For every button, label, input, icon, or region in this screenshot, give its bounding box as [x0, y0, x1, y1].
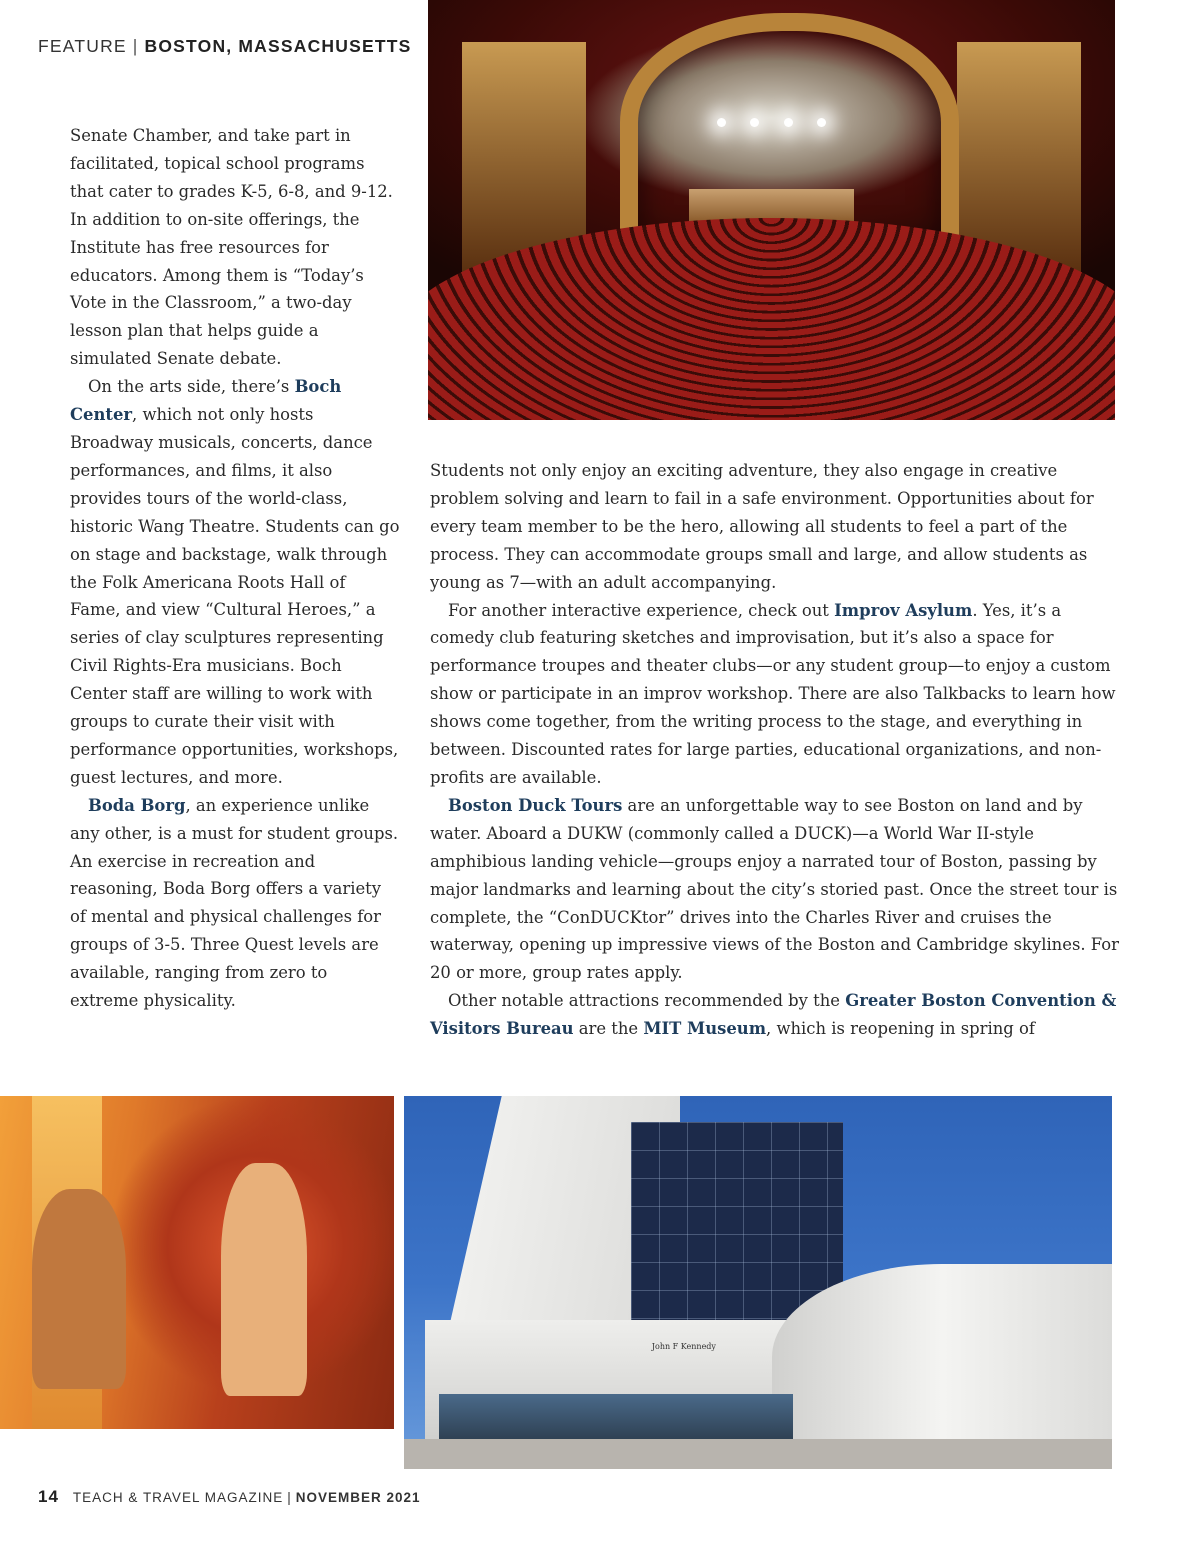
text-run: are the	[573, 1019, 644, 1039]
left-column	[70, 122, 400, 1015]
stage-lights	[717, 118, 827, 131]
text-run: are an unforgettable way to see Boston on land and by water. Aboard a DUKW (commonly called a DUCK)—a World War II-style amphibious landing vehicle—groups enjoy a narrated tour of Boston, passing by major landmarks and learning about the city’s storied past. Once the street tour is complete, the “ConDUCKtor” drives into the Charles River and cruises the waterway, opening up impressive views of the Boston and Cambridge skylines. For 20 or more, group rates apply.	[430, 795, 1119, 983]
right-column	[430, 457, 1120, 1043]
footer-separator: |	[287, 1490, 292, 1505]
issue-date: NOVEMBER 2021	[295, 1490, 421, 1505]
boy-figure	[32, 1189, 127, 1389]
right-paragraph-2	[430, 597, 1120, 792]
right-paragraph-1: Students not only enjoy an exciting adventure, they also engage in creative problem solving and learn to fail in a safe environment. Opportunities about for every team member to be the hero, allowing all students to feel a part of the process. They can accommodate groups small and large, and allow students as young as 7—with an adult accompanying.	[430, 461, 1094, 592]
page-number: 14	[38, 1487, 59, 1506]
girl-figure	[221, 1163, 308, 1396]
left-paragraph-3	[70, 792, 400, 1015]
left-paragraph-2	[70, 373, 400, 792]
right-paragraph-3	[430, 792, 1120, 987]
boda-borg-kids-photo	[0, 1096, 394, 1429]
text-run: . Yes, it’s a comedy club featuring sketches and improvisation, but it’s also a space for performance troupes and theater clubs—or any student group—to enjoy a custom show or participate in an improv workshop. There are also Talkbacks to learn how shows come together, from the writing process to the stage, and everything in between. Discounted rates for large parties, educational organizations, and non-profits are available.	[430, 600, 1116, 787]
header-separator: |	[132, 36, 139, 56]
curved-wing	[772, 1264, 1112, 1451]
boda-borg-link[interactable]: Boda Borg	[88, 795, 186, 815]
mit-museum-link[interactable]: MIT Museum	[643, 1019, 767, 1039]
page-footer	[38, 1487, 421, 1507]
theatre-seats	[428, 218, 1115, 420]
plaza	[404, 1439, 1112, 1469]
magazine-name: TEACH & TRAVEL MAGAZINE	[72, 1490, 284, 1505]
theatre-photo	[428, 0, 1115, 420]
right-paragraph-4	[430, 987, 1120, 1043]
jfk-library-photo	[404, 1096, 1112, 1469]
boch-center-link[interactable]: Boch Center	[70, 377, 342, 425]
left-paragraph-1: Senate Chamber, and take part in facilitated, topical school programs that cater to grades K-5, 6-8, and 9-12. In addition to on-site offerings, the Institute has free resources for educators. Among them is “Today’s Vote in the Classroom,” a two-day lesson plan that helps guide a simulated Senate debate.	[70, 126, 393, 369]
text-run: On the arts side, there’s	[88, 377, 295, 397]
section-label: FEATURE	[38, 36, 127, 56]
gbcvb-link[interactable]: Greater Boston Convention & Visitors Bureau	[430, 991, 1117, 1039]
header-place: BOSTON, MASSACHUSETTS	[144, 36, 412, 56]
text-run: For another interactive experience, check out	[448, 600, 835, 620]
text-run: , which not only hosts Broadway musicals, concerts, dance performances, and films, it also provides tours of the world-class, historic Wang Theatre. Students can go on stage and backstage, walk through the Folk Americana Roots Hall of Fame, and view “Cultural Heroes,” a series of clay sculptures representing Civil Rights-Era musicians. Boch Center staff are willing to work with groups to curate their visit with performance opportunities, workshops, guest lectures, and more.	[70, 405, 400, 787]
improv-asylum-link[interactable]: Improv Asylum	[834, 600, 973, 620]
boston-duck-tours-link[interactable]: Boston Duck Tours	[448, 795, 623, 815]
text-run: , an experience unlike any other, is a must for student groups. An exercise in recreation and reasoning, Boda Borg offers a variety of mental and physical challenges for groups of 3-5. Three Quest levels are available, ranging from zero to extreme physicality.	[70, 795, 399, 1011]
text-run: , which is reopening in spring of	[766, 1019, 1035, 1039]
text-run: Other notable attractions recommended by the	[448, 991, 846, 1011]
page-header	[38, 36, 412, 57]
building-sign: John F Kennedy	[651, 1342, 716, 1352]
